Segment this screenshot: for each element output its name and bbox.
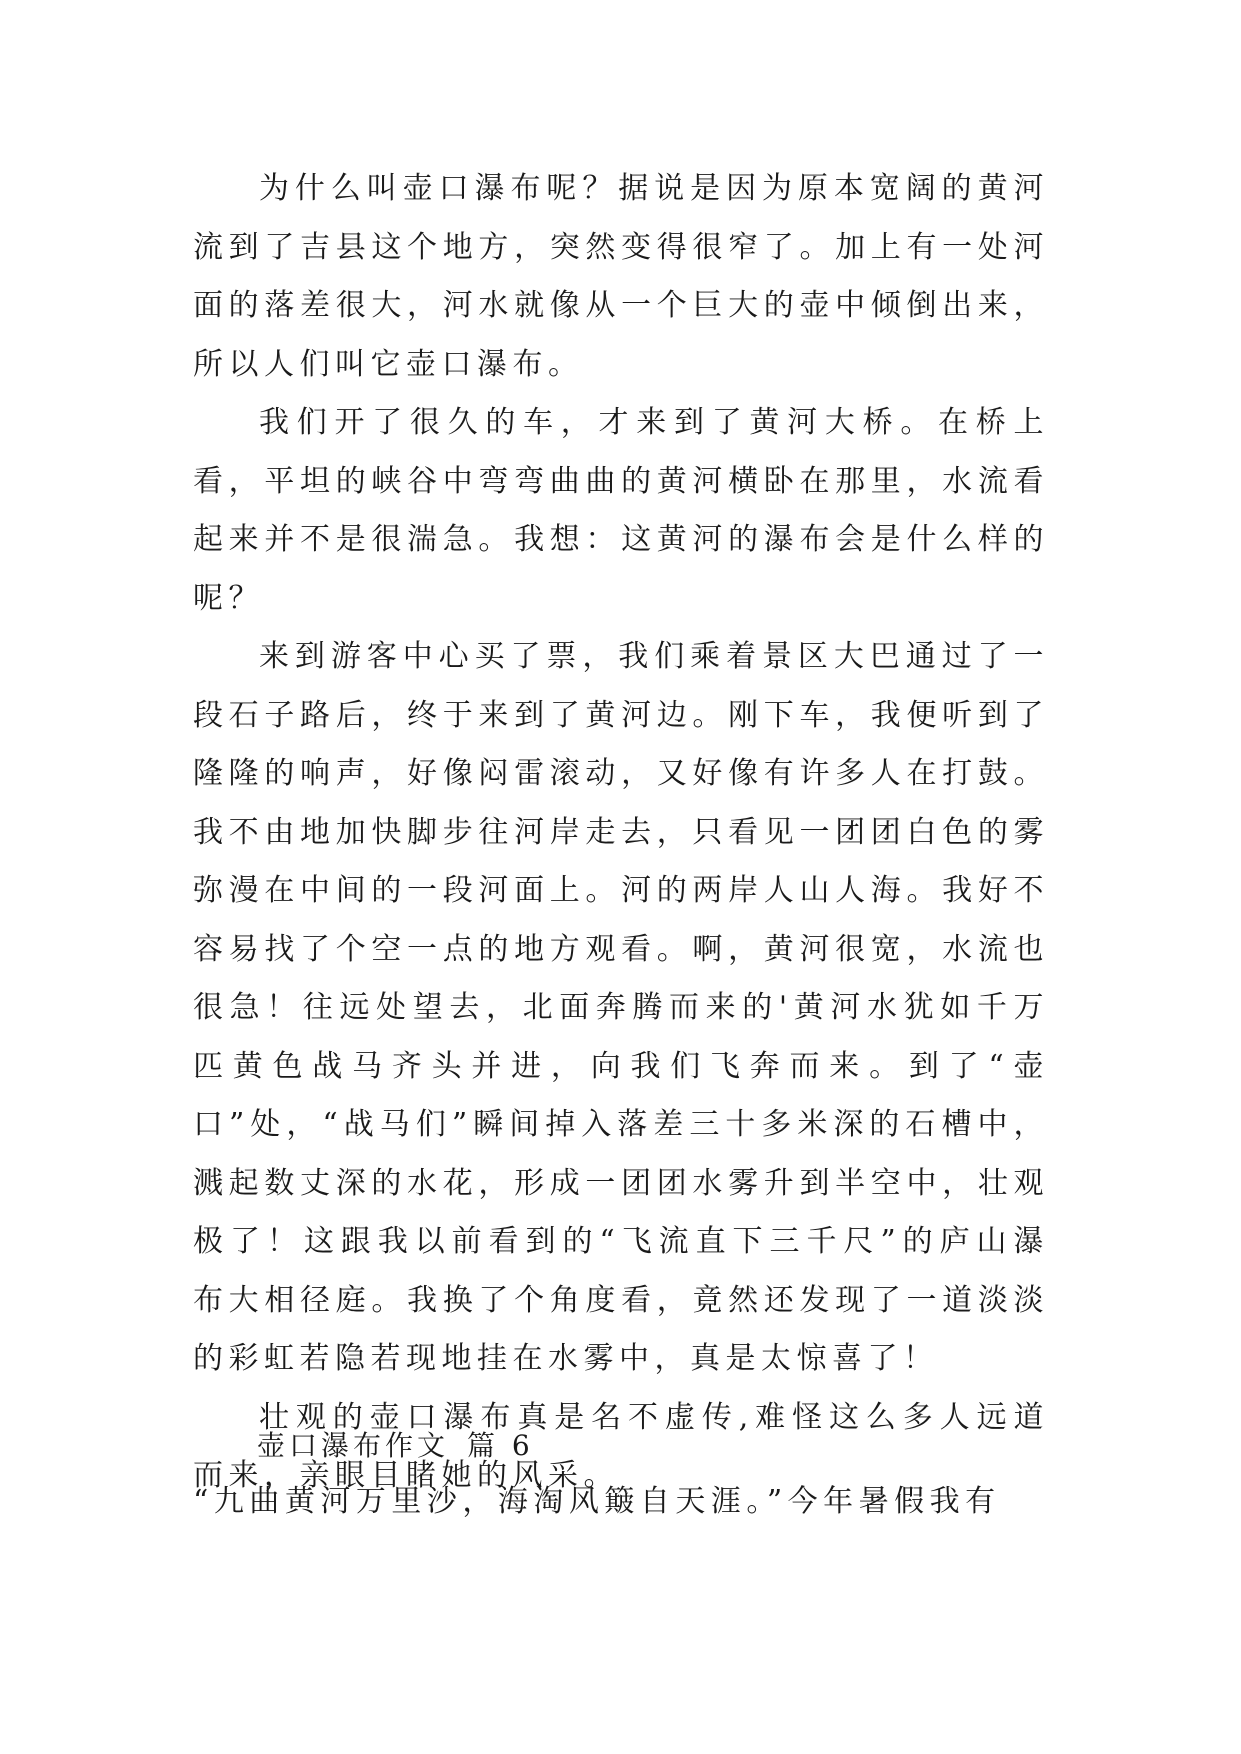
paragraph-3: 来到游客中心买了票，我们乘着景区大巴通过了一段石子路后，终于来到了黄河边。刚下车，我便听到了隆隆的响声，好像闷雷滚动，又好像有许多人在打鼓。我不由地加快脚步往河岸走去，只看见一团团白色的雾弥漫在中间的一段河面上。河的两岸人山人海。我好不容易找了个空一点的地方观看。啊，黄河很宽，水流也很急！往远处望去，北面奔腾而来的'黄河水犹如千万匹黄色战马齐头并进，向我们飞奔而来。到了“壶口”处，“战马们”瞬间掉入落差三十多米深的石槽中，溅起数丈深的水花，形成一团团水雾升到半空中，壮观极了！这跟我以前看到的“飞流直下三千尺”的庐山瀑布大相径庭。我换了个角度看，竟然还发现了一道淡淡的彩虹若隐若现地挂在水雾中，真是太惊喜了！ xyxy=(193,639,1049,1376)
paragraph-1: 为什么叫壶口瀑布呢？据说是因为原本宽阔的黄河流到了吉县这个地方，突然变得很窄了。加上有一处河面的落差很大，河水就像从一个巨大的壶中倾倒出来，所以人们叫它壶口瀑布。 xyxy=(193,171,1049,382)
essay-body xyxy=(193,160,1049,1506)
paragraph-4: 壮观的壶口瀑布真是名不虚传,难怪这么多人远道而来，亲眼目睹她的风采。 xyxy=(193,1399,1049,1493)
next-essay-body xyxy=(193,1473,1049,1532)
section-heading-title: 壶口瀑布作文 xyxy=(257,1429,450,1462)
next-paragraph: “九曲黄河万里沙，海淘风簸自天涯。”今年暑假我有 xyxy=(193,1484,1001,1519)
section-heading-label: 篇 6 xyxy=(467,1429,534,1462)
paragraph-2: 我们开了很久的车，才来到了黄河大桥。在桥上看，平坦的峡谷中弯弯曲曲的黄河横卧在那里，水流看起来并不是很湍急。我想：这黄河的瀑布会是什么样的呢？ xyxy=(193,405,1049,616)
section-heading xyxy=(257,1424,534,1464)
